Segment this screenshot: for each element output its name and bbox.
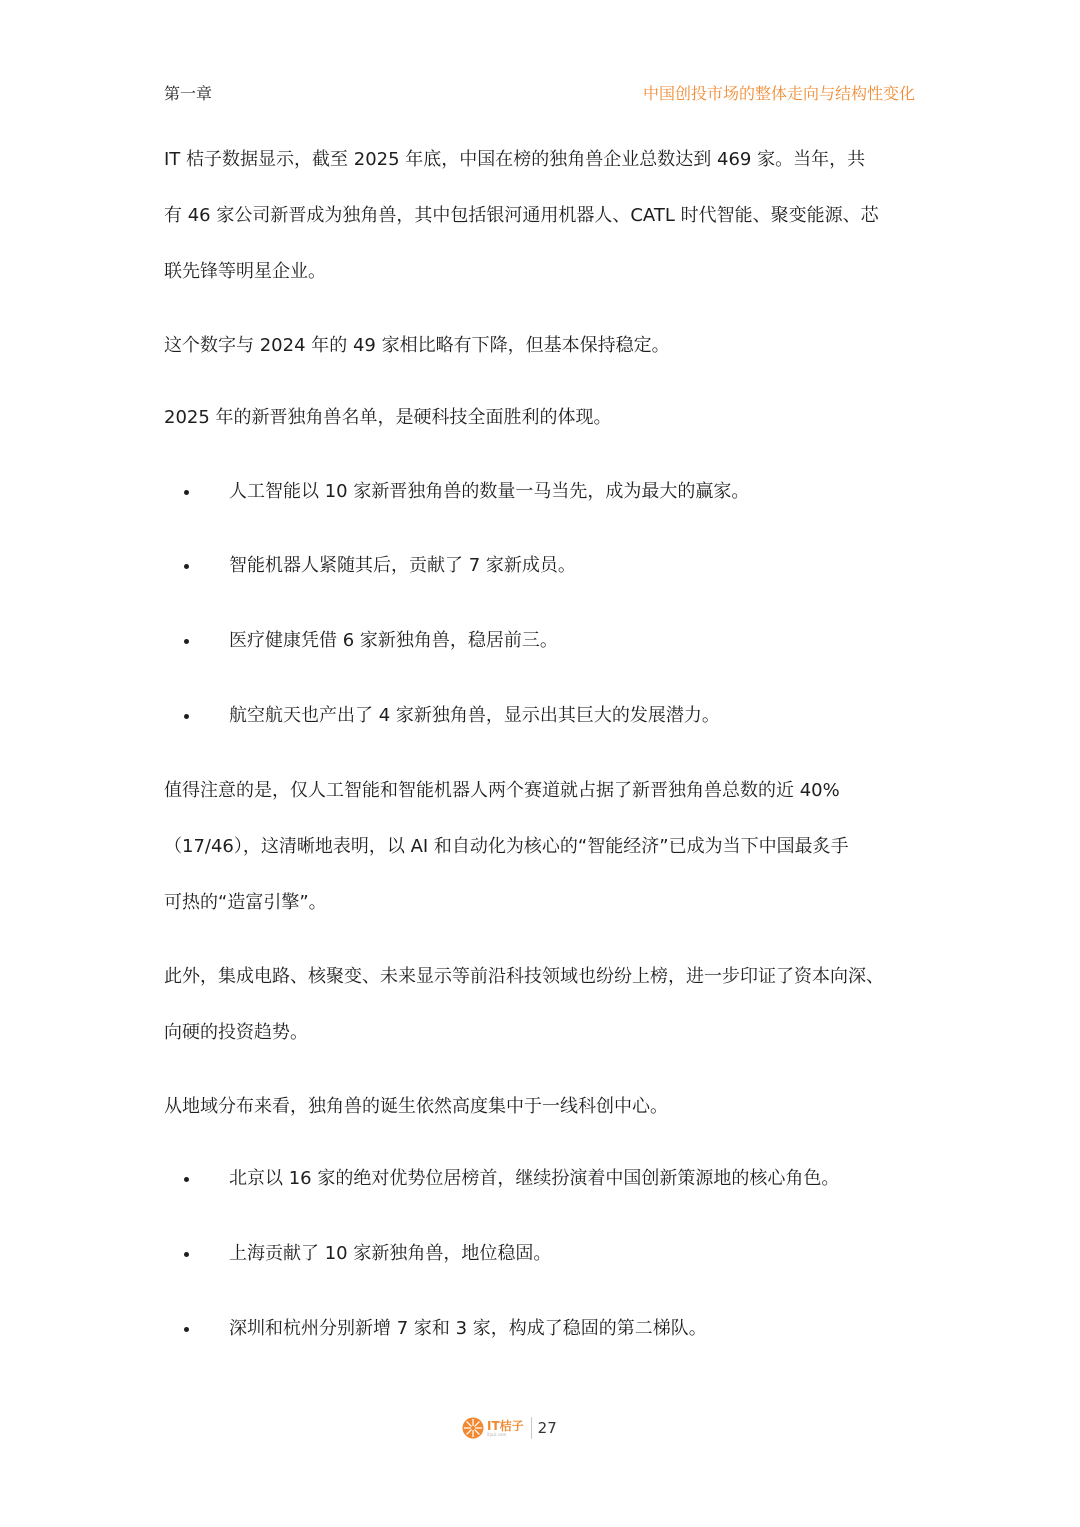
logo xyxy=(487,1420,524,1437)
footer-divider xyxy=(531,1417,532,1439)
list-item xyxy=(164,629,924,653)
paragraph xyxy=(164,318,924,374)
orange-logo-icon xyxy=(462,1417,484,1439)
bullet-icon xyxy=(184,639,189,644)
bullet-icon xyxy=(184,714,189,719)
list-item xyxy=(164,1242,924,1266)
list-item-text: 深圳和杭州分别新增 7 家和 3 家，构成了稳固的第二梯队。 xyxy=(229,1318,707,1339)
list-item-text: 航空航天也产出了 4 家新独角兽，显示出其巨大的发展潜力。 xyxy=(229,705,720,726)
section-title: 中国创投市场的整体走向与结构性变化 xyxy=(642,84,915,103)
list-item xyxy=(164,1167,924,1191)
paragraph-line: 此外，集成电路、核聚变、未来显示等前沿科技领域也纷纷上榜，进一步印证了资本向深、 xyxy=(164,966,884,987)
paragraph-line: 值得注意的是，仅人工智能和智能机器人两个赛道就占据了新晋独角兽总数的近 40% xyxy=(164,780,840,801)
list-item-text: 人工智能以 10 家新晋独角兽的数量一马当先，成为最大的赢家。 xyxy=(229,481,750,502)
list-item-text: 医疗健康凭借 6 家新独角兽，稳居前三。 xyxy=(229,630,558,651)
page-footer xyxy=(462,1414,557,1442)
paragraph-line: 这个数字与 2024 年的 49 家相比略有下降，但基本保持稳定。 xyxy=(164,335,670,356)
paragraph xyxy=(164,1079,924,1135)
paragraph-line: 联先锋等明星企业。 xyxy=(164,261,326,282)
bullet-icon xyxy=(184,564,189,569)
logo-name: IT桔子 xyxy=(487,1418,524,1433)
list-item xyxy=(164,480,924,504)
paragraph-line: 向硬的投资趋势。 xyxy=(164,1022,308,1043)
list-item-text: 智能机器人紧随其后，贡献了 7 家新成员。 xyxy=(229,555,576,576)
paragraph-line: （17/46），这清晰地表明，以 AI 和自动化为核心的“智能经济”已成为当下中国最炙手 xyxy=(164,836,849,857)
paragraph-line: 2025 年的新晋独角兽名单，是硬科技全面胜利的体现。 xyxy=(164,407,612,428)
paragraph xyxy=(164,132,924,300)
list-item xyxy=(164,554,924,578)
chapter-label: 第一章 xyxy=(164,84,213,103)
paragraph-line: IT 桔子数据显示，截至 2025 年底，中国在榜的独角兽企业总数达到 469 家。当年，共 xyxy=(164,149,866,170)
bullet-icon xyxy=(184,490,189,495)
paragraph-line: 从地域分布来看，独角兽的诞生依然高度集中于一线科创中心。 xyxy=(164,1096,668,1117)
list-item xyxy=(164,1317,924,1341)
paragraph xyxy=(164,763,924,931)
logo-subtitle: itjuzi.com xyxy=(487,1431,507,1437)
bullet-icon xyxy=(184,1252,189,1257)
list-item-text: 北京以 16 家的绝对优势位居榜首，继续扮演着中国创新策源地的核心角色。 xyxy=(229,1168,840,1189)
bullet-icon xyxy=(184,1327,189,1332)
bullet-icon xyxy=(184,1177,189,1182)
paragraph-line: 可热的“造富引擎”。 xyxy=(164,892,327,913)
paragraph-line: 有 46 家公司新晋成为独角兽，其中包括银河通用机器人、CATL 时代智能、聚变能源、芯 xyxy=(164,205,879,226)
page-number: 27 xyxy=(537,1419,557,1437)
list-item-text: 上海贡献了 10 家新独角兽，地位稳固。 xyxy=(229,1243,552,1264)
paragraph xyxy=(164,949,924,1061)
paragraph xyxy=(164,390,924,446)
list-item xyxy=(164,704,924,728)
